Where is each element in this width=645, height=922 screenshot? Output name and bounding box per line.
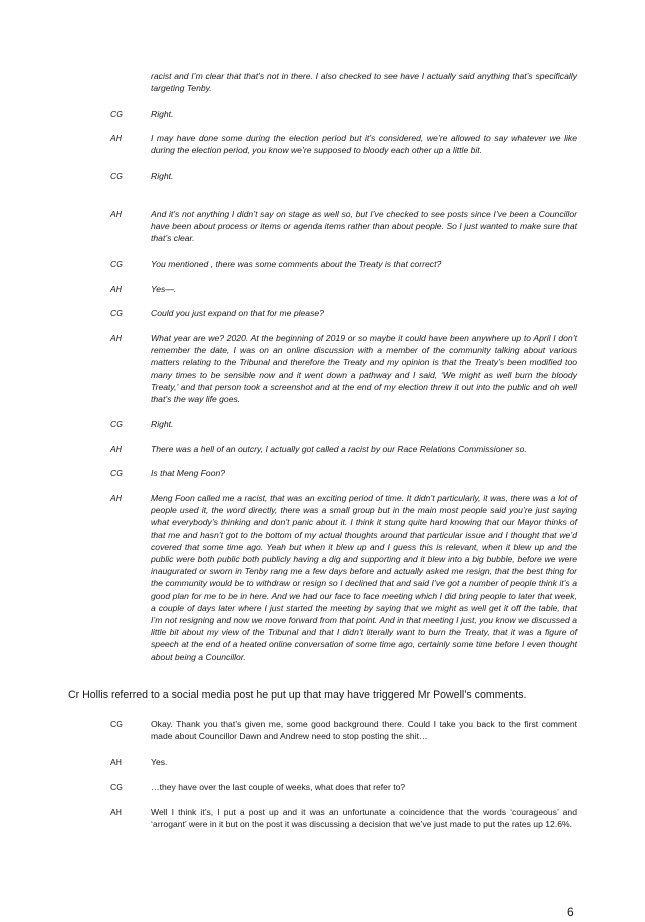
utterance-text: Yes.: [151, 757, 168, 767]
speaker-label: CG: [110, 109, 123, 119]
utterance-text: Could you just expand on that for me please?: [151, 308, 324, 318]
utterance-text: What year are we? 2020. At the beginning of 2019 or so maybe it could have been anywhere up to April I don’t remember the date, I was on an online discussion with a member of the community talking about various matters relating to the Tribunal and therefore the Treaty and my opinion is that the Treaty’s been modified too many times to be sensible now and it went down a pathway and I said, ‘We might as well burn the bloody Treaty,’ and that person took a screenshot and at the end of my election threw it out into the public and oh well that’s the way life goes.: [151, 333, 577, 405]
utterance-text: And it’s not anything I didn’t say on stage as well so, but I’ve checked to see posts since I’ve been a Councillor have been about process or items or agenda items rather than about people. So I just wanted to make sure that that’s clear.: [151, 209, 577, 244]
utterance-text: Right.: [151, 171, 174, 181]
speaker-label: CG: [110, 171, 123, 181]
utterance-text: Is that Meng Foon?: [151, 468, 226, 478]
utterance-text: Right.: [151, 419, 174, 429]
utterance-text: …they have over the last couple of weeks, what does that refer to?: [151, 782, 406, 792]
speaker-label: AH: [110, 284, 122, 294]
speaker-label: CG: [110, 259, 123, 269]
utterance-text: Well I think it’s, I put a post up and it was an unfortunate a coincidence that the words ‘courageous’ and ‘arrogant’ were in it but on the post it was discussing a decision that we’ve just made to put the rates up 12.6%.: [151, 807, 577, 830]
speaker-label: CG: [110, 782, 123, 792]
utterance-text: Right.: [151, 109, 174, 119]
narrative-paragraph: Cr Hollis referred to a social media post he put up that may have triggered Mr Powell’s comments.: [68, 689, 527, 701]
speaker-label: CG: [110, 468, 123, 478]
speaker-label: AH: [110, 209, 122, 219]
speaker-label: AH: [110, 807, 122, 817]
speaker-label: AH: [110, 493, 122, 503]
utterance-text: I may have done some during the election period but it’s considered, we’re allowed to say whatever we like during the election period, you know we’re supposed to bloody each other up a little bit.: [151, 133, 577, 156]
speaker-label: AH: [110, 133, 122, 143]
utterance-text: Yes—.: [151, 284, 177, 294]
speaker-label: CG: [110, 308, 123, 318]
speaker-label: AH: [110, 444, 122, 454]
speaker-label: CG: [110, 719, 123, 729]
utterance-text: Okay. Thank you that’s given me, some good background there. Could I take you back to the first comment made about Councillor Dawn and Andrew need to stop posting the shit…: [151, 719, 577, 742]
utterance-text: You mentioned , there was some comments about the Treaty is that correct?: [151, 259, 442, 269]
utterance-text: Meng Foon called me a racist, that was an exciting period of time. It didn’t particularly, it was, there was a lot of people used it, the word directly, there was a small group but in the main most people said you’re just saying what everybody’s thinking and don’t panic about it. I think it stung quite hard knowing that our Mayor thinks of that me and hasn’t got to the bottom of my actual thoughts around that particular issue and I thought that we’d covered that some time ago. Yeah but when it blew up and I guess this is relevant, when it blew up and the public were both public both publicly having a dig and supporting and it blew into a big bubble, before we were inaugurated or sworn in Tenby rang me a few days before and actually asked me resign, that the best thing for the community would be to withdraw or resign so I declined that and said I’ve got a number of people think it’s a good plan for me to be in here. And we had our face to face meeting which I did bring people to later that week, a couple of days later where I just started the meeting by saying that we might as well get it off the table, that I’m not resigning and now we move forward from that point. And in that meeting I just, you know we discussed a little bit about my view of the Tribunal and that I didn’t literally want to burn the Treaty, that it was a figure of speech at the end of a heated online conversation of some time ago, certainly some time before I even thought about being a Councillor.: [151, 493, 577, 662]
speaker-label: AH: [110, 333, 122, 343]
speaker-label: AH: [110, 757, 122, 767]
speaker-label: CG: [110, 419, 123, 429]
utterance-text: racist and I’m clear that that’s not in there. I also checked to see have I actually said anything that’s specifically targeting Tenby.: [151, 71, 577, 94]
page-number: 6: [567, 905, 574, 919]
utterance-text: There was a hell of an outcry, I actually got called a racist by our Race Relations Commissioner so.: [151, 444, 527, 454]
